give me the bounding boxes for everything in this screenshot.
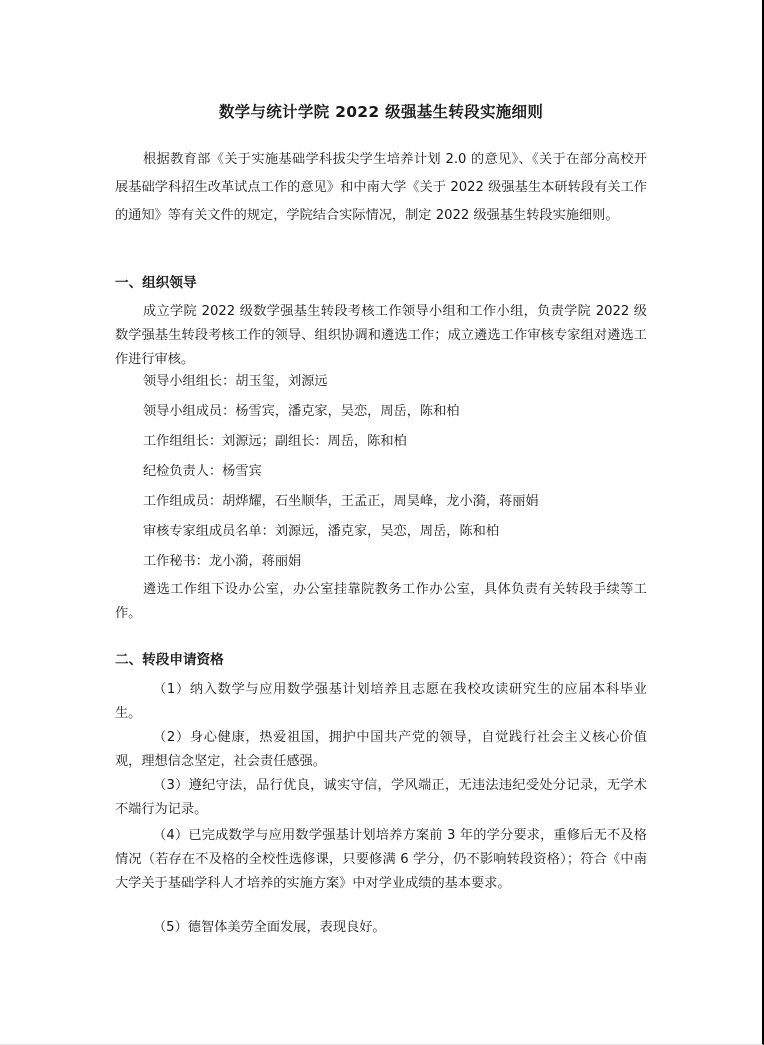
eligibility-item: （1）纳入数学与应用数学强基计划培养且志愿在我校攻读研究生的应届本科毕业生。: [115, 682, 647, 721]
organization-paragraph: 成立学院 2022 级数学强基生转段考核工作领导小组和工作小组，负责学院 2022 级数学强基生转段考核工作的领导、组织协调和遴选工作；成立遴选工作审核专家组对遴选工作进行审核。: [115, 304, 647, 367]
page-title: 数学与统计学院 2022 级强基生转段实施细则: [218, 103, 544, 121]
intro-paragraph: 根据教育部《关于实施基础学科拔尖学生培养计划 2.0 的意见》、《关于在部分高校开展基础学科招生改革试点工作的意见》和中南大学《关于 2022 级强基生本研转段有关工作的通知》等有关文件的规定，学院结合实际情况，制定 2022 级强基生转段实施细则。: [115, 152, 647, 223]
discipline-officer-line: 纪检负责人：杨雪宾: [143, 464, 262, 479]
section-heading-eligibility: 二、转段申请资格: [115, 652, 224, 668]
office-paragraph: 遴选工作组下设办公室，办公室挂靠院教务工作办公室，具体负责有关转段手续等工作。: [115, 582, 647, 621]
eligibility-item: （3）遵纪守法，品行优良，诚实守信，学风端正，无违法违纪受处分记录，无学术不端行为记录。: [115, 778, 647, 817]
eligibility-item: （2）身心健康，热爱祖国，拥护中国共产党的领导，自觉践行社会主义核心价值观，理想信念坚定，社会责任感强。: [115, 730, 647, 769]
leadership-leader-line: 领导小组组长：胡玉玺，刘源远: [143, 374, 328, 389]
secretary-line: 工作秘书：龙小漪，蒋丽娟: [143, 554, 302, 569]
review-experts-line: 审核专家组成员名单：刘源远，潘克家，吴恋，周岳，陈和柏: [143, 524, 500, 539]
eligibility-item: （5）德智体美劳全面发展，表现良好。: [153, 920, 386, 935]
workgroup-members-line: 工作组成员：胡烨耀，石坐顺华，王孟正，周昊峰，龙小漪，蒋丽娟: [143, 494, 539, 509]
leadership-members-line: 领导小组成员：杨雪宾，潘克家，吴恋，周岳，陈和柏: [143, 404, 460, 419]
section-heading-organization: 一、组织领导: [115, 275, 197, 291]
workgroup-leader-line: 工作组组长：刘源远；副组长：周岳，陈和柏: [143, 434, 407, 449]
eligibility-item: （4）已完成数学与应用数学强基计划培养方案前 3 年的学分要求，重修后无不及格情况（若存在不及格的全校性选修课，只要修满 6 学分，仍不影响转段资格）；符合《中南大学关于基础学科人才培养的实施方案》中对学业成绩的基本要求。: [115, 828, 647, 891]
